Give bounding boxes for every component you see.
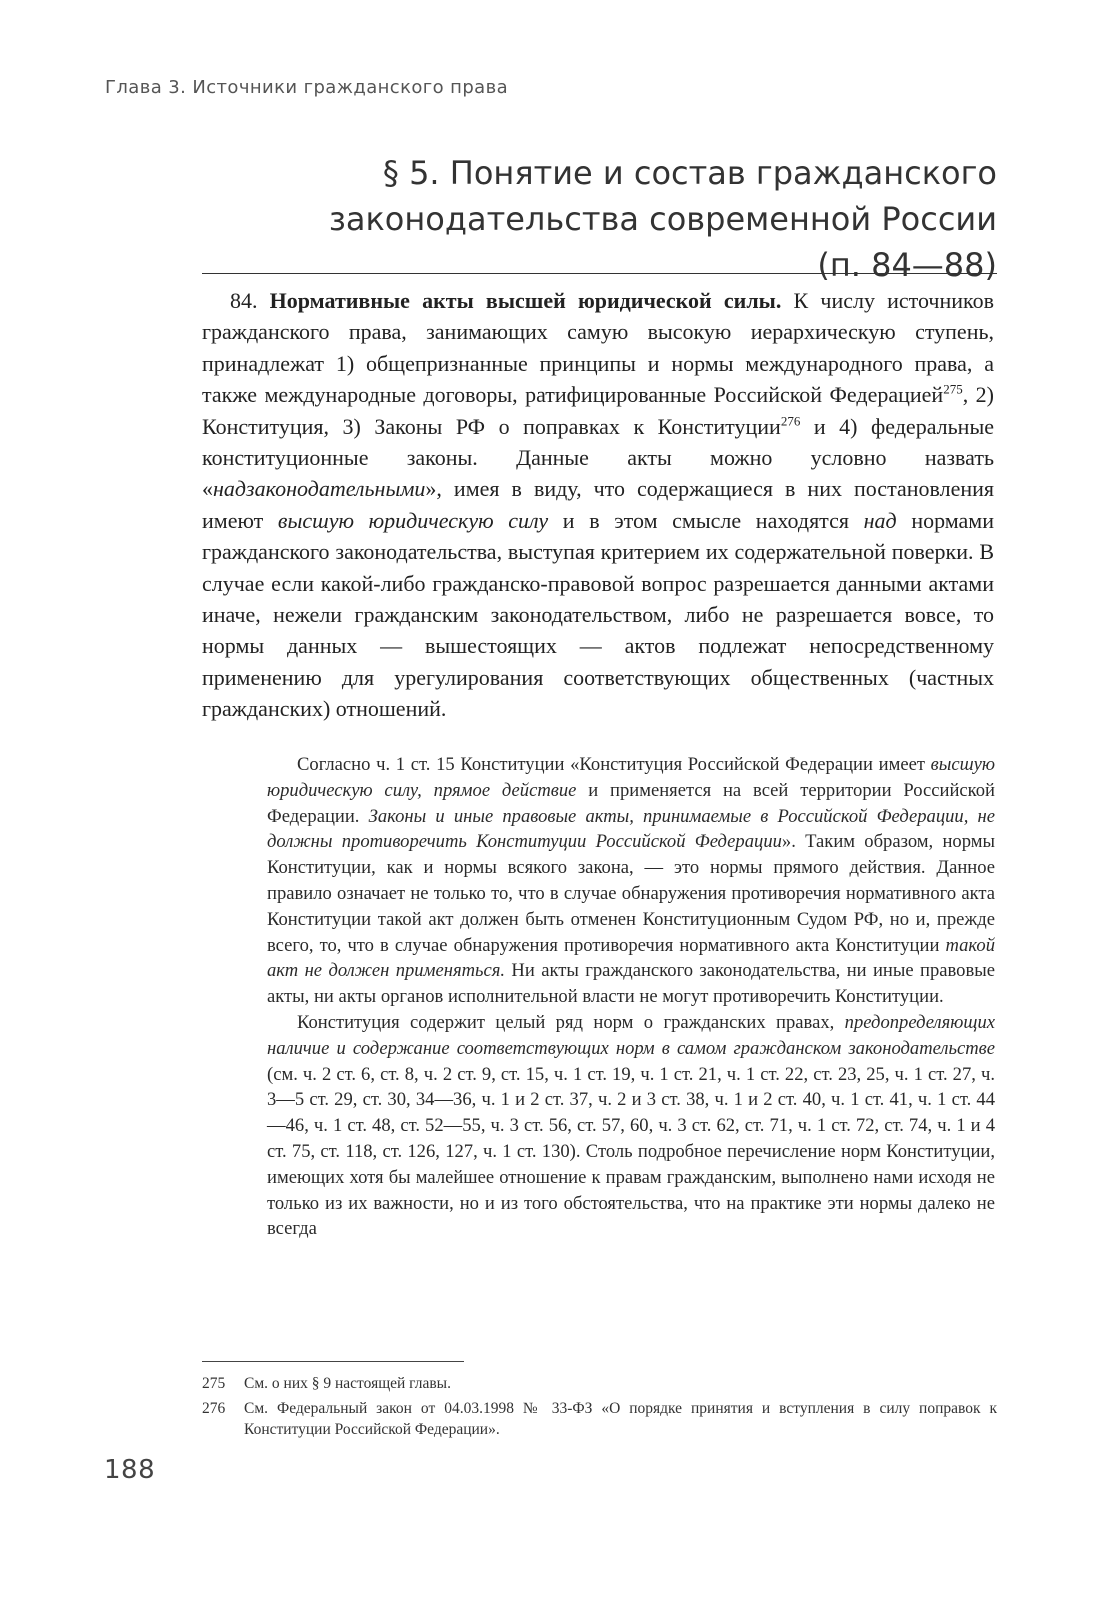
- italic-term: над: [863, 507, 897, 533]
- section-title-line-2: законодательства современной России: [328, 200, 997, 238]
- commentary-italic: высшую юридическую силу, прямое действие: [267, 754, 995, 801]
- commentary-paragraph-1: [267, 752, 995, 1010]
- paragraph-heading: Нормативные акты высшей юридической силы.: [269, 288, 782, 313]
- footnote-275: [202, 1373, 997, 1394]
- running-header: Глава 3. Источники гражданского права: [105, 77, 509, 98]
- paragraph-number: 84.: [230, 288, 258, 313]
- footnote-number: 276: [202, 1400, 226, 1417]
- italic-term: надзаконодательными: [213, 476, 426, 502]
- footnote-ref-276: 276: [780, 413, 801, 429]
- footnote-text: См. о них § 9 настоящей главы.: [244, 1375, 451, 1392]
- commentary-text: ». Таким образом, нормы Конституции, как и нормы всякого закона, — это нормы прямого действия. Данное правило означает не только то, что в случае обнаружения противоречия нормативного акта Конституции такой акт должен быть отменен Конституционным Судом РФ, но и, прежде всего, то, что в случае обнаружения противоречия нормативного акта Конституции: [267, 831, 995, 956]
- paragraph-text: , 2) Конституция, 3) Законы РФ о поправках к Конституции: [202, 382, 994, 439]
- paragraph-text: », имея в виду, что содержащиеся в них постановления имеют: [202, 476, 994, 533]
- section-title-line-1: § 5. Понятие и состав гражданского: [382, 154, 997, 192]
- section-title-line-3: (п. 84—88): [817, 246, 997, 284]
- footnotes: [202, 1373, 997, 1444]
- paragraph-84: [202, 285, 994, 725]
- paragraph-text: К числу источников гражданского права, занимающих самую высокую иерархическую ступень, принадлежат 1) общепризнанные принципы и нормы международного права, а также международные договоры, ратифицированные Российской Федерацией: [202, 288, 995, 408]
- footnote-text: См. Федеральный закон от 04.03.1998 № 33-ФЗ «О порядке принятия и вступления в силу поправок к Конституции Российской Федерации».: [244, 1400, 997, 1438]
- footnote-ref-275: 275: [943, 381, 963, 397]
- page-number: 188: [104, 1455, 156, 1485]
- commentary-italic: Законы и иные правовые акты, принимаемые в Российской Федерации, не должны противоречить Конституции Российской Федерации: [267, 805, 995, 853]
- section-title: [297, 150, 997, 288]
- commentary-block: [267, 752, 995, 1242]
- footnote-divider: [202, 1361, 464, 1362]
- footnote-number: 275: [202, 1375, 226, 1392]
- commentary-text: и применяется на всей территории Российской Федерации.: [267, 779, 995, 827]
- commentary-text: Конституция содержит целый ряд норм о гражданских правах,: [297, 1011, 845, 1033]
- commentary-italic: предопределяющих наличие и содержание соответствующих норм в самом гражданском законодательстве: [267, 1011, 995, 1059]
- italic-term: высшую юридическую силу: [277, 507, 549, 533]
- commentary-text: Согласно ч. 1 ст. 15 Конституции «Конституция Российской Федерации имеет: [297, 754, 931, 775]
- paragraph-text: и 4) федеральные конституционные законы. Данные акты можно условно назвать «: [202, 413, 994, 502]
- paragraph-text: нормами гражданского законодательства, выступая критерием их содержательной поверки. В случае если какой-либо гражданско-правовой вопрос разрешается данными актами иначе, нежели гражданским законодательством, либо не разрешается вовсе, то нормы данных — вышестоящих — актов подлежат непосредственному применению для урегулирования соответствующих общественных (частных гражданских) отношений.: [202, 507, 995, 722]
- paragraph-text: и в этом смысле находятся: [548, 507, 864, 533]
- footnote-276: [202, 1398, 997, 1440]
- title-divider: [202, 273, 997, 274]
- commentary-paragraph-2: [267, 1010, 995, 1242]
- commentary-text: (см. ч. 2 ст. 6, ст. 8, ч. 2 ст. 9, ст. 15, ч. 1 ст. 19, ч. 1 ст. 21, ч. 1 ст. 22, ст. 23, 25, ч. 1 ст. 27, ч. 3—5 ст. 29, ст. 30, 34—36, ч. 1 и 2 ст. 37, ч. 2 и 3 ст. 38, ч. 1 и 2 ст. 40, ч. 1 ст. 41, ч. 1 ст. 44—46, ч. 1 ст. 48, ст. 52—55, ч. 3 ст. 56, ст. 57, 60, ч. 3 ст. 62, ст. 71, ч. 1 ст. 72, ст. 74, ч. 1 и 4 ст. 75, ст. 118, ст. 126, 127, ч. 1 ст. 130). Столь подробное перечисление норм Конституции, имеющих хотя бы малейшее отношение к правам гражданским, выполнено нами исходя не только из их важности, но и из того обстоятельства, что на практике эти нормы далеко не всегда: [267, 1063, 995, 1240]
- commentary-italic: такой акт не должен применяться.: [267, 934, 995, 982]
- commentary-text: Ни акты гражданского законодательства, ни иные правовые акты, ни акты органов исполнительной власти не могут противоречить Конституции.: [267, 960, 995, 1008]
